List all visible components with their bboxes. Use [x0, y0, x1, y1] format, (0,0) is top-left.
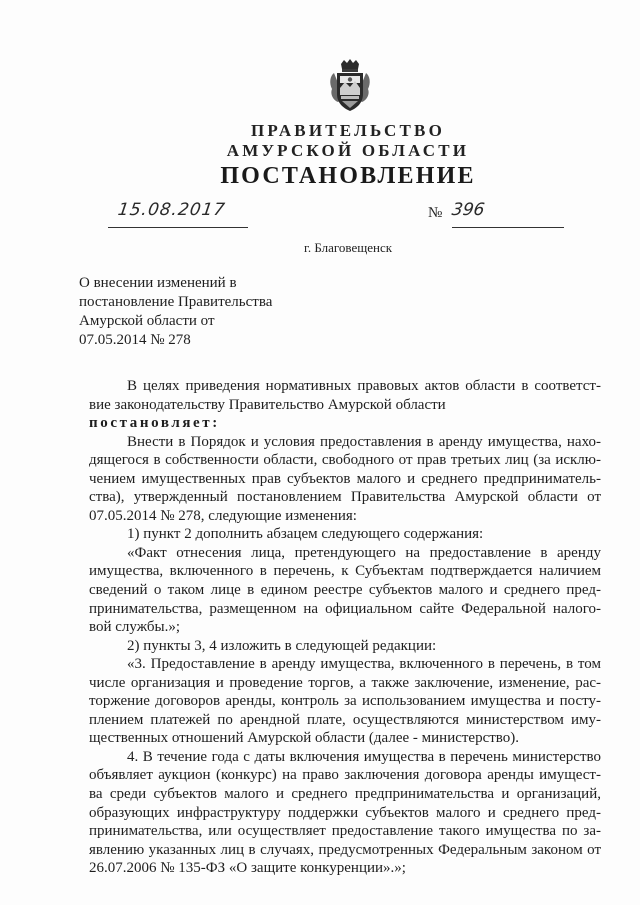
body-line: ства), утвержденный постановлением Правительства Амурской области от	[89, 489, 601, 506]
body-line: вие законодательству Правительство Амурской области	[89, 396, 446, 413]
number-field	[452, 201, 564, 228]
subject-line: Амурской области от	[79, 313, 215, 329]
handwritten-date: 15.08.2017	[116, 200, 227, 220]
body-line: щественных отношений Амурской области (далее - министерство).	[89, 730, 520, 747]
date-field	[108, 201, 248, 228]
body-line: сведений о таком лице в едином реестре субъектов малого и среднего пред-	[89, 582, 601, 599]
handwritten-number: 396	[450, 200, 486, 220]
body-line: 4. В течение года с даты включения имущества в перечень министерство	[127, 748, 601, 765]
body-line: 1) пункт 2 дополнить абзацем следующего содержания:	[127, 526, 484, 543]
body-line: В целях приведения нормативных правовых актов области в соответст-	[127, 378, 601, 394]
subject-line: О внесении изменений в	[79, 275, 237, 291]
body-line: 26.07.2006 № 135-ФЗ «О защите конкуренции».»;	[89, 860, 406, 877]
body-line: Внести в Порядок и условия предоставления в аренду имущества, нахо-	[127, 433, 601, 450]
body-line: «3. Предоставление в аренду имущества, включенного в перечень, в том	[127, 656, 601, 673]
body-line: «Факт отнесения лица, претендующего на предоставление в аренду	[127, 544, 601, 561]
subject-line: постановление Правительства	[79, 294, 273, 310]
body-line: имущества, включенного в перечень, к Субъектам подтверждается наличием	[89, 563, 601, 580]
resolution-keyword: постановляет:	[89, 415, 220, 432]
body-line: ва среди субъектов малого и среднего предпринимательства и организаций,	[89, 786, 601, 803]
body-line: чением имущественных прав субъектов малого и среднего предприниматель-	[89, 470, 601, 487]
subject-line: 07.05.2014 № 278	[79, 332, 191, 348]
document-subject	[79, 274, 379, 350]
city-name: г. Благовещенск	[303, 240, 393, 255]
government-name-line-2: АМУРСКОЙ ОБЛАСТИ	[226, 141, 470, 160]
document-type-title: ПОСТАНОВЛЕНИЕ	[220, 163, 476, 189]
body-line: дящегося в собственности области, свободного от прав третьих лиц (за исклю-	[89, 452, 601, 469]
number-label: №	[428, 205, 443, 221]
body-line: вой службы.»;	[89, 619, 180, 636]
body-line: торжение договоров аренды, контроль за использованием имущества и посту-	[89, 693, 601, 710]
body-line: 2) пункты 3, 4 изложить в следующей редакции:	[127, 637, 437, 654]
document-body	[89, 377, 601, 878]
body-line: явлению указанных лиц в случаях, предусмотренных Федеральным законом от	[89, 841, 601, 858]
body-line: числе организация и проведение торгов, а также заключение, изменение, рас-	[89, 674, 601, 691]
body-line: 07.05.2014 № 278, следующие изменения:	[89, 507, 357, 524]
body-line: принимательства, размещенном на официальном сайте Федеральной налого-	[89, 600, 601, 617]
coat-of-arms-icon	[328, 58, 372, 114]
body-line: плением платежей по арендной плате, осуществляются министерством иму-	[89, 711, 601, 728]
government-name-line-1: ПРАВИТЕЛЬСТВО	[251, 121, 445, 140]
body-line: объявляет аукцион (конкурс) на право заключения договора аренды имущест-	[89, 767, 601, 784]
body-line: образующих инфраструктуру поддержки субъектов малого и среднего пред-	[89, 804, 601, 821]
body-line: принимательства, или осуществляет предоставление такого имущества по за-	[89, 823, 601, 840]
